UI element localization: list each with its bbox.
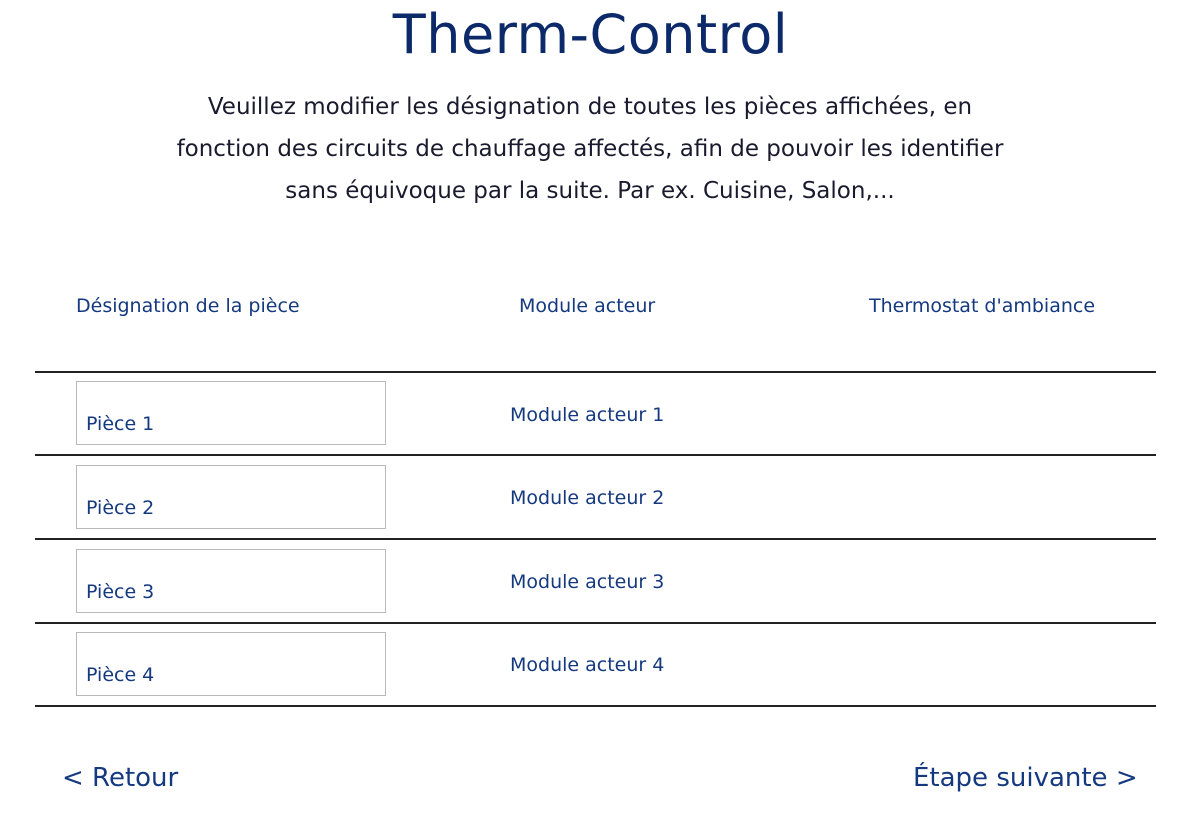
module-label: Module acteur 4 xyxy=(510,654,665,676)
app-title: Therm-Control xyxy=(392,3,789,66)
back-link[interactable]: < Retour xyxy=(62,763,179,793)
room-name-input[interactable] xyxy=(76,381,386,445)
instructions-line-1: Veuillez modifier les désignation de toutes les pièces affichées, en xyxy=(207,94,973,120)
table-rule xyxy=(35,622,1156,624)
module-label: Module acteur 3 xyxy=(510,571,665,593)
next-step-link[interactable]: Étape suivante > xyxy=(913,763,1138,793)
table-rule-top xyxy=(35,371,1156,373)
column-header-thermostat: Thermostat d'ambiance xyxy=(869,295,1096,317)
table-rule xyxy=(35,454,1156,456)
table-rule-bottom xyxy=(35,705,1156,707)
room-name-input[interactable] xyxy=(76,632,386,696)
column-header-room-name: Désignation de la pièce xyxy=(76,295,300,317)
module-label: Module acteur 1 xyxy=(510,404,665,426)
instructions-line-3: sans équivoque par la suite. Par ex. Cuisine, Salon,... xyxy=(285,178,895,204)
table-rule xyxy=(35,538,1156,540)
instructions-line-2: fonction des circuits de chauffage affectés, afin de pouvoir les identifier xyxy=(176,136,1004,162)
room-name-input[interactable] xyxy=(76,465,386,529)
module-label: Module acteur 2 xyxy=(510,487,665,509)
column-header-module: Module acteur xyxy=(519,295,656,317)
room-name-input[interactable] xyxy=(76,549,386,613)
instructions-text xyxy=(120,86,1060,212)
